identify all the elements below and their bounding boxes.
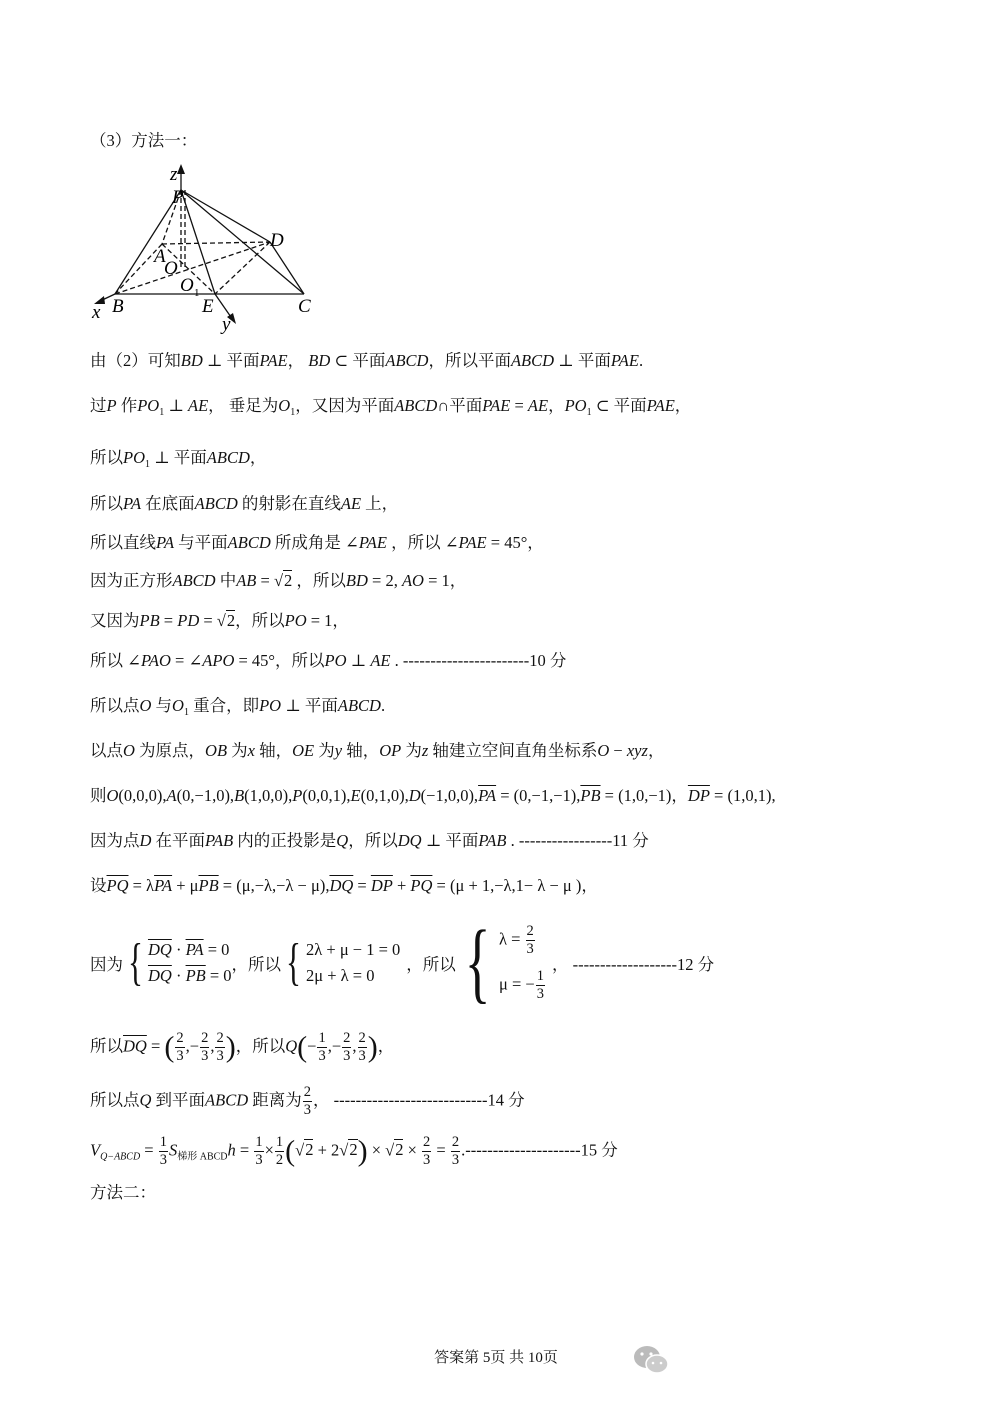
cases-line xyxy=(90,913,715,1012)
text: 轴建立空间直角坐标系 xyxy=(428,741,598,760)
text: ⊥ 平面 xyxy=(202,351,260,370)
text: ，所以 xyxy=(348,831,398,850)
text: (0,1,0), xyxy=(360,786,409,805)
text: 因为正方形 xyxy=(90,571,173,590)
text: ⊥ xyxy=(164,396,188,415)
text: = √ xyxy=(199,611,226,630)
text: 所以点 xyxy=(90,696,140,715)
text: = 1， xyxy=(423,571,467,590)
text: ， 垂足为 xyxy=(208,396,279,415)
text: ， xyxy=(674,396,692,415)
text: BD xyxy=(345,571,368,590)
section-heading: （3）方法一： xyxy=(90,131,198,150)
text: = xyxy=(159,611,178,630)
text: − xyxy=(609,741,627,760)
text: P xyxy=(292,786,303,805)
text: ，所以 xyxy=(292,571,346,590)
text: ABCD xyxy=(337,696,381,715)
text: PO xyxy=(324,651,347,670)
svg-text:E: E xyxy=(202,296,214,317)
text: ABCD xyxy=(385,351,429,370)
text: PAE xyxy=(259,351,288,370)
text: O xyxy=(123,741,135,760)
text: 因为 xyxy=(90,955,123,974)
text: 由（2）可知 xyxy=(90,351,181,370)
text: ⊥ 平面 xyxy=(554,351,611,370)
text: OP xyxy=(379,741,402,760)
vector: $\overline{PB}$ xyxy=(185,966,206,985)
text: ，又因为平面 xyxy=(295,396,395,415)
text: . -----------------11 分 xyxy=(506,831,649,850)
text: y xyxy=(334,741,343,760)
dq-line: 所以$\overline{DQ}$ = ( $\frac{2}{3}$ ,− $\frac{2}{3}$ , $\frac{2}{3}$ )，所以Q(− $\frac{1}{3}$ ,− $\frac{2}{3}$ , $\frac{2}{3}$ )， xyxy=(90,1030,395,1064)
text: AB xyxy=(236,571,257,590)
svg-text:1: 1 xyxy=(194,287,200,299)
text: 以点 xyxy=(90,741,123,760)
dot-product-system xyxy=(148,940,232,986)
text: PB xyxy=(139,611,160,630)
text: 过 xyxy=(90,396,107,415)
text: = 2, xyxy=(367,571,402,590)
linear-system xyxy=(306,940,400,986)
vector: $\overline{PB}$ xyxy=(198,876,219,895)
text: = (μ,−λ,−λ − μ), xyxy=(218,876,330,895)
page-footer: 答案第 5页 共 10页 xyxy=(434,1350,558,1366)
subscript: 1 xyxy=(586,407,592,418)
text: ， xyxy=(287,351,309,370)
text-line xyxy=(90,350,643,372)
vector: $\overline{PQ}$ xyxy=(410,876,433,895)
text: ，所以 xyxy=(235,611,285,630)
text: PD xyxy=(177,611,200,630)
text: B xyxy=(234,786,245,805)
svg-text:D: D xyxy=(270,230,284,251)
text: 所以 xyxy=(90,448,123,467)
text: · xyxy=(171,966,186,985)
text: . xyxy=(638,351,644,370)
text: OE xyxy=(292,741,315,760)
text: 为 xyxy=(401,741,422,760)
text: AE xyxy=(527,396,549,415)
text: 在平面 xyxy=(151,831,206,850)
method-two-heading: 方法二： xyxy=(90,1183,156,1202)
text: ， xyxy=(548,396,565,415)
distance-line: 所以点Q 到平面ABCD 距离为 $\frac{2}{3}$ ， ----------------------------14 分 xyxy=(90,1084,525,1118)
text: ABCD xyxy=(206,448,250,467)
text: ABCD xyxy=(172,571,216,590)
text: 所成角是 ∠ xyxy=(270,533,359,552)
text: ABCD xyxy=(394,396,438,415)
text: 中 xyxy=(215,571,237,590)
text: O xyxy=(172,696,184,715)
text: O xyxy=(278,396,291,415)
text: xyz xyxy=(626,741,648,760)
text-line xyxy=(90,610,349,632)
vector: $\overline{DP}$ xyxy=(370,876,393,895)
text: = λ xyxy=(128,876,155,895)
text: ABCD xyxy=(510,351,555,370)
text: = (1,0,1), xyxy=(709,786,776,805)
text: PAE xyxy=(646,396,675,415)
text-line xyxy=(90,447,266,476)
text: PO xyxy=(137,396,160,415)
text: PO xyxy=(564,396,587,415)
text: PAB xyxy=(478,831,507,850)
text: 2 xyxy=(226,611,236,630)
text: ⊥ xyxy=(346,651,371,670)
text: 2 xyxy=(284,571,293,590)
equation: 2λ + μ − 1 = 0 xyxy=(306,940,401,959)
text: PA xyxy=(123,494,142,513)
text: AE xyxy=(370,651,391,670)
fraction: $\frac{1}{3}$ xyxy=(536,968,544,1002)
equation: 2μ + λ = 0 xyxy=(306,966,375,985)
text: ，所以 xyxy=(231,955,282,974)
text: BD xyxy=(308,351,331,370)
text: = (1,0,−1)， xyxy=(600,786,688,805)
text: 在底面 xyxy=(141,494,195,513)
text: + μ xyxy=(172,876,199,895)
text: A xyxy=(166,786,177,805)
text: Q xyxy=(336,831,349,850)
text: PAB xyxy=(205,831,234,850)
text: . xyxy=(380,696,386,715)
text: = (μ + 1,−λ,1− λ − μ )， xyxy=(432,876,598,895)
text: (0,0,0), xyxy=(118,786,167,805)
text: ，所以平面 xyxy=(428,351,511,370)
text: BD xyxy=(180,351,203,370)
text: PAO xyxy=(140,651,171,670)
text: 则 xyxy=(90,786,107,805)
text-line xyxy=(90,570,466,592)
vector: $\overline{PA}$ xyxy=(478,786,497,805)
text: 因为点 xyxy=(90,831,140,850)
text: PAE xyxy=(610,351,639,370)
text: PO xyxy=(284,611,307,630)
svg-text:O: O xyxy=(180,275,194,296)
text: AE xyxy=(188,396,209,415)
text: 与 xyxy=(151,696,173,715)
vector: $\overline{DQ}$ xyxy=(329,876,354,895)
text: . -----------------------10 分 xyxy=(390,651,567,670)
vector: $\overline{PA}$ xyxy=(154,876,173,895)
text: 的射影在直线 xyxy=(237,494,341,513)
text: (0,−1,0), xyxy=(176,786,235,805)
text: ⊥ 平面 xyxy=(421,831,479,850)
text: = √ xyxy=(256,571,284,590)
text: E xyxy=(350,786,361,805)
vector: $\overline{DQ}$ xyxy=(147,966,172,985)
text-line xyxy=(90,875,598,897)
svg-text:C: C xyxy=(298,296,311,317)
text: 上， xyxy=(361,494,399,513)
text: 设 xyxy=(90,876,107,895)
vector: $\overline{PQ}$ xyxy=(106,876,129,895)
text-line xyxy=(90,493,398,515)
svg-text:P: P xyxy=(172,187,184,208)
text: 重合，即 xyxy=(188,696,260,715)
text: D xyxy=(408,786,421,805)
text: 所以直线 xyxy=(90,533,156,552)
text-line xyxy=(90,830,649,852)
text: = ∠ xyxy=(170,651,203,670)
text: O xyxy=(139,696,152,715)
left-brace: { xyxy=(286,934,302,991)
svg-text:A: A xyxy=(154,246,166,267)
text-line xyxy=(90,695,385,724)
svg-text:O: O xyxy=(164,258,178,279)
text: PO xyxy=(123,448,145,467)
text: ， xyxy=(647,741,665,760)
text: = 1， xyxy=(306,611,349,630)
text: + xyxy=(392,876,411,895)
text-line xyxy=(90,650,566,672)
text: O xyxy=(597,741,610,760)
text: PAE xyxy=(482,396,511,415)
text: 为原点， xyxy=(134,741,206,760)
text: AO xyxy=(401,571,424,590)
text: = 0 xyxy=(205,966,232,985)
text: 轴， xyxy=(342,741,380,760)
text: OB xyxy=(205,741,228,760)
pyramid-diagram xyxy=(88,160,328,335)
text-line xyxy=(90,395,691,424)
solution-system xyxy=(499,923,546,1003)
text: 轴， xyxy=(255,741,293,760)
text: APO xyxy=(202,651,235,670)
text: · xyxy=(171,940,186,959)
text: = 45°， xyxy=(486,533,544,552)
text: = 45°，所以 xyxy=(234,651,325,670)
text: O xyxy=(106,786,119,805)
svg-text:z: z xyxy=(170,164,178,185)
text: D xyxy=(139,831,152,850)
text: 为 xyxy=(314,741,335,760)
text: ABCD xyxy=(227,533,271,552)
svg-text:y: y xyxy=(222,314,231,335)
volume-line: $V_{Q-ABCD}$ = $\frac{1}{3}$ $S_{梯形 ABCD}h$ = $\frac{1}{3}$ × $\frac{1}{2}$ (√2 + 2√2) × √2 × $\frac{2}{3}$ = $\frac{2}{3}$ .---------------------15 分 xyxy=(90,1134,618,1168)
left-brace: { xyxy=(464,913,491,1012)
svg-text:x: x xyxy=(92,302,101,323)
svg-text:B: B xyxy=(112,296,124,317)
text: PA xyxy=(156,533,175,552)
text: 内的正投影是 xyxy=(233,831,337,850)
text: PAE xyxy=(458,533,487,552)
text-line xyxy=(90,785,776,807)
vector: $\overline{DP}$ xyxy=(687,786,710,805)
text: PAE xyxy=(358,533,387,552)
left-brace: { xyxy=(127,934,143,991)
text: ，所以 xyxy=(406,955,456,974)
text: ⊥ 平面 xyxy=(150,448,207,467)
text: = xyxy=(510,396,528,415)
text: PO xyxy=(259,696,282,715)
text: P xyxy=(106,396,117,415)
text: 作 xyxy=(116,396,138,415)
text: ⊂ 平面 xyxy=(591,396,647,415)
text: 又因为 xyxy=(90,611,140,630)
fraction: $\frac{2}{3}$ xyxy=(526,923,534,957)
text: (−1,0,0), xyxy=(420,786,479,805)
text: z xyxy=(421,741,429,760)
text: x xyxy=(247,741,255,760)
subscript: 1 xyxy=(290,407,296,418)
text-line xyxy=(90,532,544,554)
text: = (0,−1,−1), xyxy=(496,786,581,805)
vector: $\overline{DQ}$ xyxy=(147,940,172,959)
text: = 0 xyxy=(203,940,230,959)
wechat-watermark-icon xyxy=(632,1343,672,1377)
text: ，所以 ∠ xyxy=(386,533,459,552)
text: (1,0,0), xyxy=(244,786,293,805)
subscript: 1 xyxy=(183,707,189,718)
subscript: 1 xyxy=(145,459,150,470)
text-line xyxy=(90,740,664,762)
text: = xyxy=(353,876,371,895)
text: 与平面 xyxy=(174,533,228,552)
text: AE xyxy=(340,494,362,513)
text: DQ xyxy=(397,831,422,850)
text: ABCD xyxy=(194,494,238,513)
text: μ = − xyxy=(498,974,535,994)
score-marker: ， -------------------12 分 xyxy=(551,955,715,974)
text: ， xyxy=(249,448,267,467)
text: ⊂ 平面 xyxy=(330,351,386,370)
text: 所以 ∠ xyxy=(90,651,141,670)
vector: $\overline{PA}$ xyxy=(185,940,204,959)
vector: $\overline{PB}$ xyxy=(580,786,601,805)
text: 所以 xyxy=(90,494,123,513)
text: 为 xyxy=(227,741,248,760)
text: ⊥ 平面 xyxy=(281,696,338,715)
text: (0,0,1), xyxy=(302,786,351,805)
text: λ = xyxy=(498,929,525,949)
text: ∩平面 xyxy=(437,396,483,415)
subscript: 1 xyxy=(159,407,165,418)
